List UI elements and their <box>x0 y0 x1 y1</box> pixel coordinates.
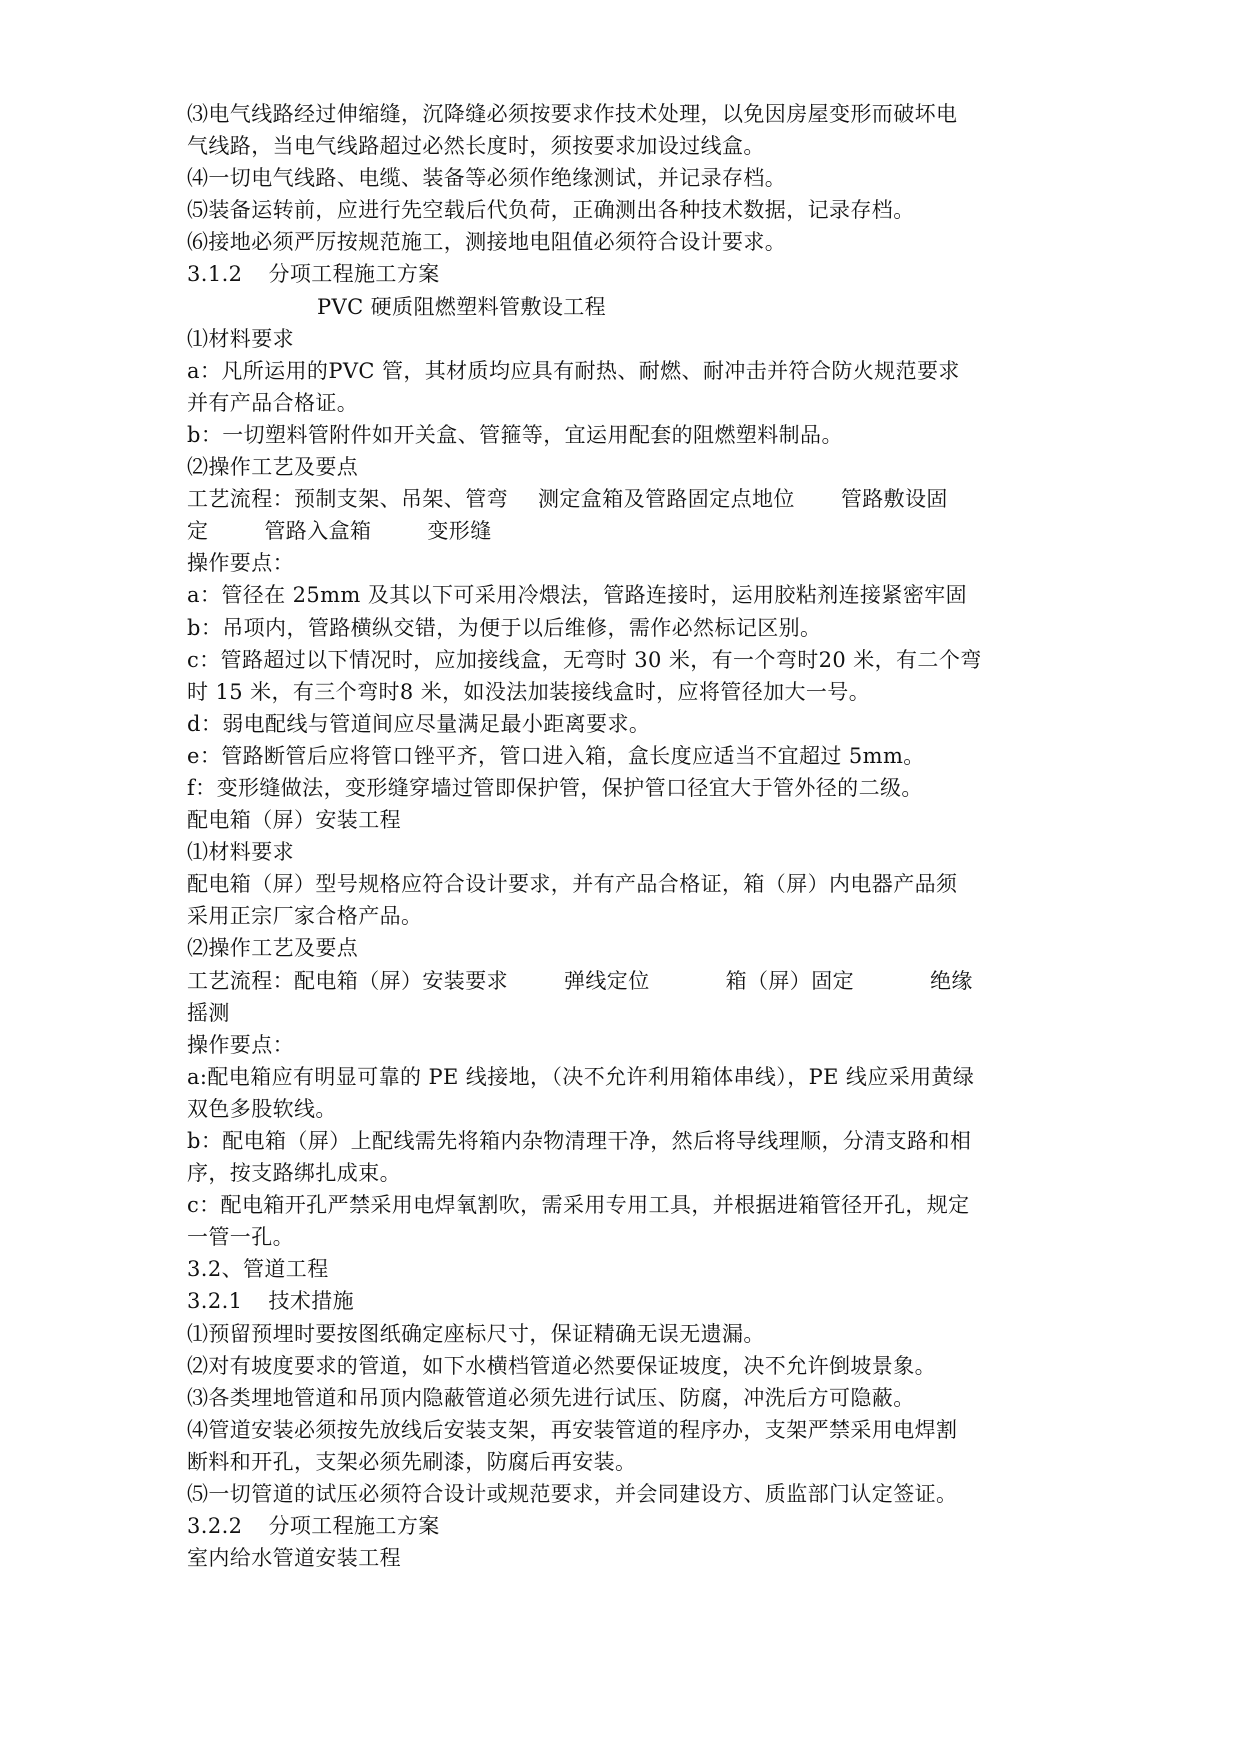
paragraph-line: ⑸一切管道的试压必须符合设计或规范要求，并会同建设方、质监部门认定签证。 <box>187 1482 958 1507</box>
paragraph-line: b：配电箱（屏）上配线需先将箱内杂物清理干净，然后将导线理顺，分清支路和相 <box>187 1129 972 1153</box>
section-heading <box>187 258 1087 290</box>
paragraph-line: c：管路超过以下情况时，应加接线盒，无弯时 30 米，有一个弯时20 米，有二个弯 <box>187 647 982 672</box>
section-number: 3.2.1 <box>187 1289 243 1314</box>
paragraph-line: 操作要点： <box>187 551 294 576</box>
subsection-title: PVC 硬质阻燃塑料管敷设工程 <box>317 294 607 319</box>
section-heading <box>187 1285 1087 1317</box>
paragraph-line: 配电箱（屏）型号规格应符合设计要求，并有产品合格证，箱（屏）内电器产品须 <box>187 872 958 897</box>
section-number: 3.1.2 <box>187 262 243 287</box>
paragraph-line: 采用正宗厂家合格产品。 <box>187 904 423 929</box>
paragraph-line: ⑵对有坡度要求的管道，如下水横档管道必然要保证坡度，决不允许倒坡景象。 <box>187 1353 936 1378</box>
paragraph-line: ⑷一切电气线路、电缆、装备等必须作绝缘测试，并记录存档。 <box>187 166 787 191</box>
paragraph-line: ⑷管道安装必须按先放线后安装支架，再安装管道的程序办，支架严禁采用电焊割 <box>187 1417 958 1442</box>
paragraph-line: 一管一孔。 <box>187 1225 294 1250</box>
subsection-title: 配电箱（屏）安装工程 <box>187 808 401 833</box>
paragraph-line: a：凡所运用的PVC 管，其材质均应具有耐热、耐燃、耐冲击并符合防火规范要求 <box>187 358 960 383</box>
paragraph-line: 时 15 米，有三个弯时8 米，如没法加装接线盒时，应将管径加大一号。 <box>187 679 871 704</box>
paragraph-line: a：管径在 25mm 及其以下可采用冷煨法，管路连接时，运用胶粘剂连接紧密牢固 <box>187 583 968 608</box>
paragraph-line: ⑶各类埋地管道和吊顶内隐蔽管道必须先进行试压、防腐，冲洗后方可隐蔽。 <box>187 1385 915 1410</box>
section-title: 技术措施 <box>268 1289 355 1314</box>
paragraph-line: ⑴预留预埋时要按图纸确定座标尺寸，保证精确无误无遗漏。 <box>187 1321 765 1346</box>
process-flow-line: 定 管路入盒箱 变形缝 <box>187 519 492 544</box>
paragraph-line: ⑶电气线路经过伸缩缝，沉降缝必须按要求作技术处理，以免因房屋变形而破坏电 <box>187 102 958 126</box>
section-heading: 3.2、管道工程 <box>187 1257 329 1282</box>
paragraph-line: 序，按支路绑扎成束。 <box>187 1161 401 1186</box>
paragraph-line: ⑵操作工艺及要点 <box>187 455 359 480</box>
paragraph-line: 双色多股软线。 <box>187 1096 337 1121</box>
section-number: 3.2.2 <box>187 1514 243 1539</box>
paragraph-line: 操作要点： <box>187 1032 294 1057</box>
subsection-title: 室内给水管道安装工程 <box>187 1546 401 1571</box>
paragraph-line: 并有产品合格证。 <box>187 390 359 415</box>
paragraph-line: ⑵操作工艺及要点 <box>187 936 359 961</box>
paragraph-line: ⑹接地必须严厉按规范施工，测接地电阻值必须符合设计要求。 <box>187 230 787 255</box>
paragraph-line: f：变形缝做法，变形缝穿墙过管即保护管，保护管口径宜大于管外径的二级。 <box>187 775 923 800</box>
paragraph-line: a:配电箱应有明显可靠的 PE 线接地，（决不允许利用箱体串线），PE 线应采用黄绿 <box>187 1064 975 1089</box>
paragraph-line: b：吊项内，管路横纵交错，为便于以后维修，需作必然标记区别。 <box>187 615 822 640</box>
section-title: 分项工程施工方案 <box>268 262 440 287</box>
process-flow-line: 工艺流程：配电箱（屏）安装要求 弹线定位 箱（屏）固定 绝缘 <box>187 968 973 993</box>
paragraph-line: ⑴材料要求 <box>187 326 294 351</box>
paragraph-line: c：配电箱开孔严禁采用电焊氧割吹，需采用专用工具，并根据进箱管径开孔，规定 <box>187 1193 970 1218</box>
paragraph-line: d：弱电配线与管道间应尽量满足最小距离要求。 <box>187 711 651 736</box>
paragraph-line: ⑴材料要求 <box>187 840 294 865</box>
paragraph-line: b：一切塑料管附件如开关盒、管箍等，宜运用配套的阻燃塑料制品。 <box>187 422 843 447</box>
process-flow-line: 工艺流程：预制支架、吊架、管弯 测定盒箱及管路固定点地位 管路敷设固 <box>187 487 948 512</box>
document-body <box>187 98 1087 1574</box>
paragraph-line: ⑸装备运转前，应进行先空载后代负荷，正确测出各种技术数据，记录存档。 <box>187 198 915 223</box>
section-title: 分项工程施工方案 <box>268 1514 440 1539</box>
process-flow-line: 摇测 <box>187 1000 230 1025</box>
paragraph-line: 断料和开孔，支架必须先刷漆，防腐后再安装。 <box>187 1449 637 1474</box>
paragraph-line: 气线路，当电气线路超过必然长度时，须按要求加设过线盒。 <box>187 134 765 159</box>
paragraph-line: e：管路断管后应将管口锉平齐，管口进入箱，盒长度应适当不宜超过 5mm。 <box>187 743 925 768</box>
section-heading <box>187 1510 1087 1542</box>
